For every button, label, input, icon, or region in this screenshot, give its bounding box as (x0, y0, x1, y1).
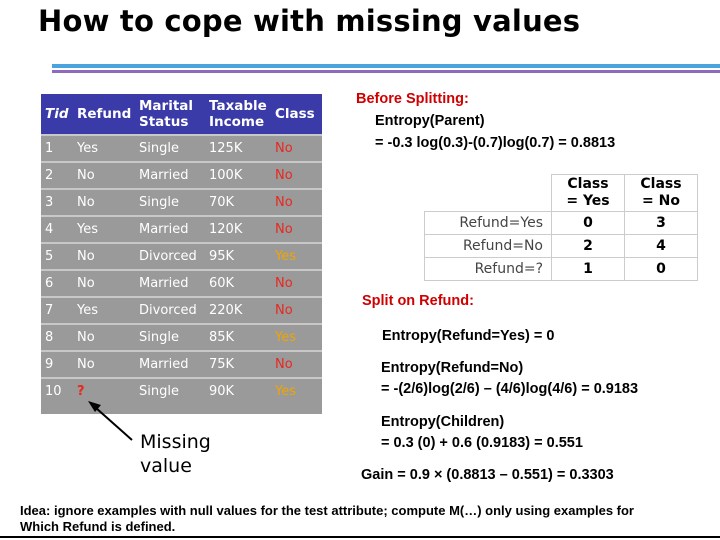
count-table (424, 174, 698, 281)
entropy-refund-no-formula: = -(2/6)log(2/6) – (4/6)log(4/6) = 0.9183 (381, 381, 639, 397)
cell-refund: No (73, 189, 135, 216)
cell-marital-status: Single (135, 189, 205, 216)
entropy-refund-yes: Entropy(Refund=Yes) = 0 (382, 328, 555, 344)
count-row (425, 258, 698, 281)
cell-marital-status: Single (135, 378, 205, 404)
header-refund: Refund (73, 94, 135, 135)
cell-class: Yes (271, 324, 322, 351)
table-row (41, 189, 322, 216)
missing-value-label: Missing value (140, 431, 211, 477)
table-row (41, 378, 322, 404)
count-row-label: Refund=? (425, 258, 552, 281)
entropy-children-formula: = 0.3 (0) + 0.6 (0.9183) = 0.551 (381, 435, 583, 451)
count-cell: 0 (552, 212, 625, 235)
count-cell: 2 (552, 235, 625, 258)
bottom-rule (0, 536, 720, 538)
cell-marital-status: Married (135, 162, 205, 189)
header-class: Class (271, 94, 322, 135)
idea-line-2: Which Refund is defined. (20, 519, 176, 534)
cell-refund: Yes (73, 135, 135, 162)
count-cell: 4 (625, 235, 698, 258)
cell-class: No (271, 216, 322, 243)
cell-refund: No (73, 324, 135, 351)
count-row (425, 235, 698, 258)
cell-marital-status: Married (135, 216, 205, 243)
cell-marital-status: Married (135, 351, 205, 378)
count-row-label: Refund=No (425, 235, 552, 258)
cell-taxable-income: 90K (205, 378, 271, 404)
before-splitting-heading: Before Splitting: (356, 91, 469, 107)
count-header-class-yes: Class = Yes (552, 175, 625, 212)
cell-taxable-income: 75K (205, 351, 271, 378)
data-table-header-row (41, 94, 322, 135)
cell-tid: 7 (41, 297, 73, 324)
count-table-corner (425, 175, 552, 212)
cell-taxable-income: 60K (205, 270, 271, 297)
entropy-parent-formula: = -0.3 log(0.3)-(0.7)log(0.7) = 0.8813 (375, 135, 616, 151)
data-table-container (41, 94, 322, 414)
table-row (41, 297, 322, 324)
cell-class: No (271, 189, 322, 216)
cell-tid: 2 (41, 162, 73, 189)
cell-class: No (271, 270, 322, 297)
cell-class: No (271, 162, 322, 189)
cell-marital-status: Divorced (135, 297, 205, 324)
cell-class: Yes (271, 243, 322, 270)
cell-taxable-income: 125K (205, 135, 271, 162)
count-cell: 3 (625, 212, 698, 235)
cell-class: No (271, 351, 322, 378)
table-row (41, 162, 322, 189)
cell-refund: No (73, 351, 135, 378)
entropy-parent-label: Entropy(Parent) (375, 113, 485, 129)
header-marital-status: Marital Status (135, 94, 205, 135)
cell-taxable-income: 85K (205, 324, 271, 351)
cell-tid: 5 (41, 243, 73, 270)
data-table (41, 94, 322, 404)
table-row (41, 351, 322, 378)
cell-refund: No (73, 270, 135, 297)
count-header-class-no: Class = No (625, 175, 698, 212)
cell-refund: Yes (73, 297, 135, 324)
cell-taxable-income: 100K (205, 162, 271, 189)
cell-class: No (271, 297, 322, 324)
title-rule-blue (52, 64, 720, 68)
cell-tid: 3 (41, 189, 73, 216)
cell-marital-status: Single (135, 135, 205, 162)
table-row (41, 270, 322, 297)
cell-marital-status: Married (135, 270, 205, 297)
cell-tid: 4 (41, 216, 73, 243)
cell-taxable-income: 120K (205, 216, 271, 243)
entropy-refund-no-label: Entropy(Refund=No) (381, 360, 524, 376)
table-row (41, 216, 322, 243)
count-table-header-row (425, 175, 698, 212)
cell-class: No (271, 135, 322, 162)
count-cell: 1 (552, 258, 625, 281)
cell-tid: 9 (41, 351, 73, 378)
cell-tid: 6 (41, 270, 73, 297)
entropy-children-label: Entropy(Children) (381, 414, 505, 430)
header-taxable-income: Taxable Income (205, 94, 271, 135)
title-rule-purple (52, 70, 720, 73)
cell-refund: Yes (73, 216, 135, 243)
count-cell: 0 (625, 258, 698, 281)
count-row-label: Refund=Yes (425, 212, 552, 235)
cell-tid: 10 (41, 378, 73, 404)
cell-refund: No (73, 243, 135, 270)
cell-tid: 1 (41, 135, 73, 162)
gain-formula: Gain = 0.9 × (0.8813 – 0.551) = 0.3303 (361, 467, 614, 483)
cell-class: Yes (271, 378, 322, 404)
cell-taxable-income: 220K (205, 297, 271, 324)
cell-refund: ? (73, 378, 135, 404)
cell-tid: 8 (41, 324, 73, 351)
cell-refund: No (73, 162, 135, 189)
count-row (425, 212, 698, 235)
table-row (41, 135, 322, 162)
table-row (41, 324, 322, 351)
header-tid: Tid (41, 94, 73, 135)
page-title: How to cope with missing values (38, 4, 581, 38)
cell-marital-status: Divorced (135, 243, 205, 270)
table-row (41, 243, 322, 270)
cell-taxable-income: 70K (205, 189, 271, 216)
cell-marital-status: Single (135, 324, 205, 351)
idea-line-1: Idea: ignore examples with null values for the test attribute; compute M(…) only using examples for (20, 503, 634, 518)
cell-taxable-income: 95K (205, 243, 271, 270)
split-heading: Split on Refund: (362, 293, 474, 309)
